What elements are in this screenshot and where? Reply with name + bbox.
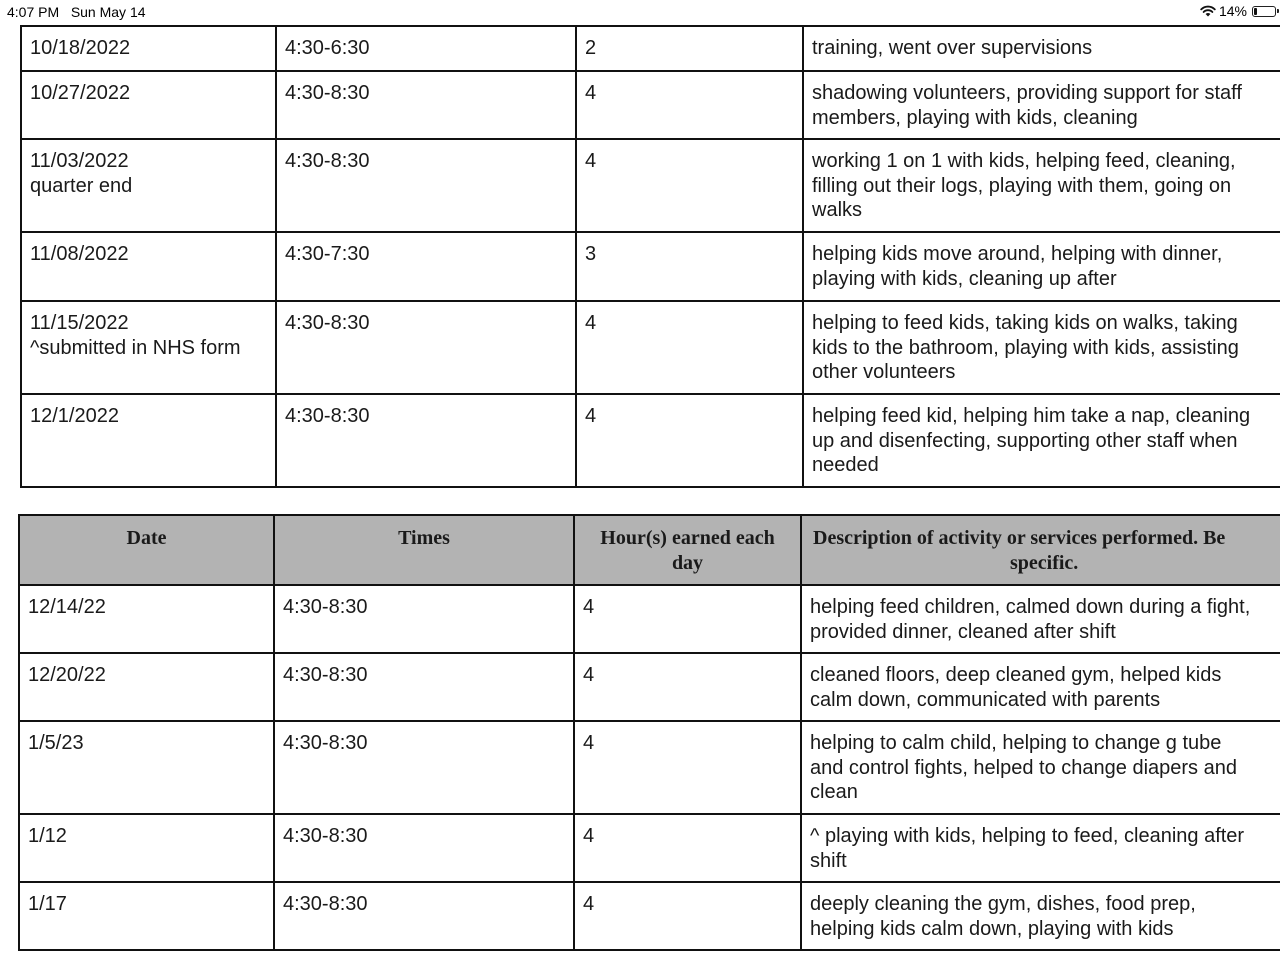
date-cell-line: quarter end — [30, 174, 133, 197]
times-cell: 4:30-7:30 — [276, 232, 576, 301]
date-cell-line: 10/18/2022 — [30, 37, 131, 59]
date-cell — [21, 71, 276, 139]
date-cell-line: 1/12 — [28, 825, 67, 847]
volunteer-log-table-1 — [20, 25, 1280, 488]
description-cell-line: working 1 on 1 with kids, helping feed, cleaning, — [812, 150, 1236, 172]
times-cell: 4:30-8:30 — [276, 71, 576, 139]
date-cell-line: 12/1/2022 — [30, 405, 119, 427]
description-cell-line: deeply cleaning the gym, dishes, food prep, — [810, 893, 1196, 915]
date-cell-line: 12/14/22 — [28, 596, 106, 618]
times-cell: 4:30-8:30 — [276, 301, 576, 394]
date-cell — [21, 139, 276, 232]
times-cell: 4:30-8:30 — [274, 585, 574, 653]
description-cell — [801, 721, 1280, 814]
battery-cap — [1277, 9, 1279, 13]
hours-cell: 3 — [576, 232, 803, 301]
hours-cell: 2 — [576, 26, 803, 71]
table-row — [19, 882, 1280, 950]
date-cell — [19, 882, 274, 950]
table-row — [19, 653, 1280, 721]
hours-cell: 4 — [574, 585, 801, 653]
table-row — [21, 232, 1280, 301]
status-bar — [0, 0, 1280, 24]
date-cell — [21, 301, 276, 394]
description-cell-line: cleaned floors, deep cleaned gym, helped kids — [810, 664, 1222, 686]
times-cell: 4:30-8:30 — [274, 882, 574, 950]
description-cell-line: training, went over supervisions — [812, 37, 1093, 59]
hours-cell: 4 — [574, 721, 801, 814]
description-cell — [801, 585, 1280, 653]
header-hours — [574, 515, 801, 585]
description-cell — [801, 882, 1280, 950]
description-cell-line: members, playing with kids, cleaning — [812, 106, 1138, 129]
description-cell-line: clean — [810, 781, 858, 803]
description-cell-line: shadowing volunteers, providing support for staff — [812, 82, 1242, 104]
hours-cell: 4 — [576, 394, 803, 487]
hours-cell: 4 — [574, 882, 801, 950]
table-1-body — [21, 26, 1280, 487]
description-cell-line: helping to calm child, helping to change g tube — [810, 732, 1222, 754]
log-table-2-container — [18, 514, 1280, 951]
date-cell-line: 10/27/2022 — [30, 82, 131, 104]
table-row — [21, 26, 1280, 71]
date-cell — [21, 232, 276, 301]
hours-cell: 4 — [574, 653, 801, 721]
header-row — [19, 515, 1280, 585]
table-row — [21, 301, 1280, 394]
description-cell-line: helping kids move around, helping with dinner, — [812, 243, 1223, 265]
date-cell-line: 1/5/23 — [28, 732, 84, 754]
times-cell: 4:30-8:30 — [274, 814, 574, 882]
description-cell — [803, 139, 1280, 232]
header-times: Times — [274, 515, 574, 585]
date-cell — [21, 394, 276, 487]
description-cell-line: shift — [810, 849, 847, 872]
table-row — [19, 814, 1280, 882]
description-cell-line: up and disenfecting, supporting other staff when — [812, 429, 1238, 452]
description-cell — [801, 653, 1280, 721]
description-cell — [803, 232, 1280, 301]
description-cell-line: helping feed children, calmed down during a fight, — [810, 596, 1251, 618]
description-cell-line: ^ playing with kids, helping to feed, cleaning after — [810, 825, 1245, 847]
header-description-line: Description of activity or services performed. Be — [813, 527, 1226, 549]
table-row — [21, 139, 1280, 232]
description-cell — [801, 814, 1280, 882]
times-cell: 4:30-8:30 — [276, 139, 576, 232]
description-cell — [803, 71, 1280, 139]
header-hours-line: Hour(s) earned each — [600, 527, 775, 549]
table-row — [21, 394, 1280, 487]
date-cell-line: 11/15/2022 — [30, 312, 129, 334]
date-cell — [21, 26, 276, 71]
battery-icon — [1252, 6, 1276, 17]
times-cell: 4:30-8:30 — [274, 653, 574, 721]
description-cell-line: filling out their logs, playing with them, going on — [812, 174, 1232, 197]
header-description-line: specific. — [1010, 552, 1079, 574]
description-cell — [803, 394, 1280, 487]
header-date: Date — [19, 515, 274, 585]
battery-level-fill — [1254, 8, 1257, 15]
date-cell-line: 11/08/2022 — [30, 243, 129, 265]
description-cell-line: helping feed kid, helping him take a nap, cleaning — [812, 405, 1251, 427]
description-cell-line: calm down, communicated with parents — [810, 688, 1161, 711]
date-cell-line: 12/20/22 — [28, 664, 106, 686]
description-cell-line: helping to feed kids, taking kids on walks, taking — [812, 312, 1238, 334]
log-table-1-container — [20, 25, 1280, 488]
description-cell-line: kids to the bathroom, playing with kids, assisting — [812, 336, 1239, 359]
date-cell-line: 11/03/2022 — [30, 150, 129, 172]
battery-percent: 14% — [1218, 3, 1247, 19]
table-row — [19, 721, 1280, 814]
date-cell — [19, 585, 274, 653]
volunteer-log-table-2 — [18, 514, 1280, 951]
description-cell-line: helping kids calm down, playing with kids — [810, 917, 1174, 940]
status-indicators — [1200, 3, 1276, 19]
hours-cell: 4 — [576, 71, 803, 139]
description-cell-line: needed — [812, 454, 879, 476]
description-cell-line: and control fights, helped to change diapers and — [810, 756, 1237, 779]
table-2-header — [19, 515, 1280, 585]
description-cell — [803, 301, 1280, 394]
clock-date: Sun May 14 — [70, 4, 146, 20]
hours-cell: 4 — [576, 139, 803, 232]
description-cell-line: playing with kids, cleaning up after — [812, 267, 1117, 290]
date-cell — [19, 653, 274, 721]
times-cell: 4:30-8:30 — [274, 721, 574, 814]
hours-cell: 4 — [574, 814, 801, 882]
table-row — [19, 585, 1280, 653]
wifi-icon — [1200, 5, 1216, 17]
table-row — [21, 71, 1280, 139]
times-cell: 4:30-6:30 — [276, 26, 576, 71]
header-hours-line: day — [671, 552, 704, 574]
status-time — [7, 4, 146, 20]
date-cell-line: 1/17 — [28, 893, 67, 915]
description-cell — [803, 26, 1280, 71]
header-description — [801, 515, 1280, 585]
description-cell-line: walks — [812, 199, 863, 221]
times-cell: 4:30-8:30 — [276, 394, 576, 487]
table-2-body — [19, 585, 1280, 950]
date-cell — [19, 814, 274, 882]
clock-time: 4:07 PM — [7, 4, 60, 20]
description-cell-line: provided dinner, cleaned after shift — [810, 620, 1116, 643]
description-cell-line: other volunteers — [812, 361, 956, 383]
hours-cell: 4 — [576, 301, 803, 394]
date-cell — [19, 721, 274, 814]
date-cell-line: ^submitted in NHS form — [30, 336, 241, 359]
